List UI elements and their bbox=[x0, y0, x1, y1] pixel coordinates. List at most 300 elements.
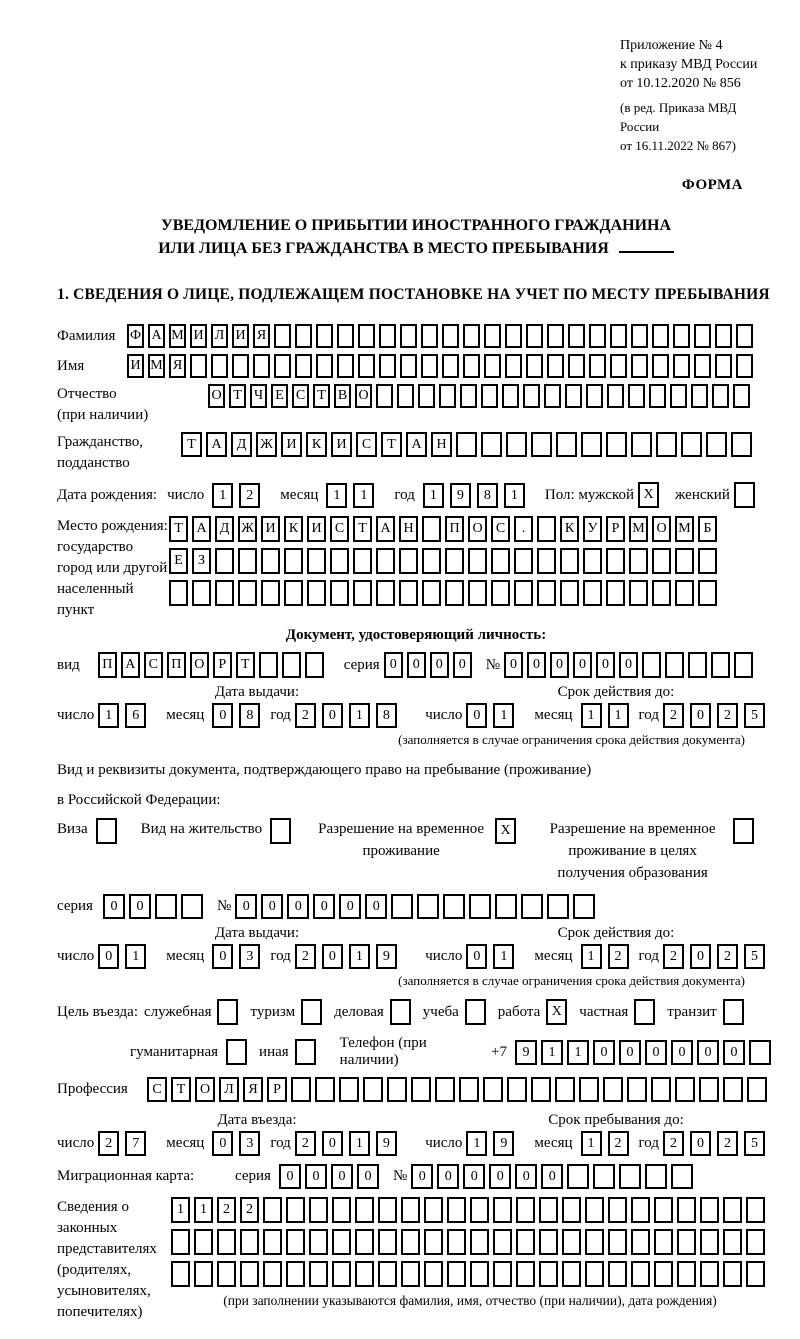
char-cell[interactable]: 0 bbox=[212, 703, 233, 728]
char-cell[interactable] bbox=[353, 548, 372, 574]
char-cell[interactable]: 0 bbox=[279, 1164, 301, 1189]
char-cell[interactable] bbox=[746, 1229, 765, 1255]
char-cell[interactable] bbox=[379, 354, 396, 378]
char-cell[interactable]: Е bbox=[169, 548, 188, 574]
char-cell[interactable] bbox=[610, 354, 627, 378]
char-cell[interactable] bbox=[537, 516, 556, 542]
char-cell[interactable] bbox=[711, 652, 730, 678]
char-cell[interactable] bbox=[493, 1197, 512, 1223]
char-cell[interactable] bbox=[715, 324, 732, 348]
char-cell[interactable] bbox=[628, 384, 645, 408]
char-cell[interactable] bbox=[291, 1077, 311, 1102]
char-cell[interactable] bbox=[400, 324, 417, 348]
char-cell[interactable]: 9 bbox=[450, 483, 471, 508]
char-cell[interactable] bbox=[715, 354, 732, 378]
char-cell[interactable] bbox=[286, 1197, 305, 1223]
char-cell[interactable] bbox=[422, 580, 441, 606]
char-cell[interactable] bbox=[531, 432, 552, 457]
char-cell[interactable] bbox=[422, 516, 441, 542]
char-cell[interactable] bbox=[627, 1077, 647, 1102]
char-cell[interactable] bbox=[417, 894, 439, 919]
char-cell[interactable]: 0 bbox=[645, 1040, 667, 1065]
char-cell[interactable] bbox=[307, 548, 326, 574]
char-cell[interactable]: М bbox=[148, 354, 165, 378]
char-cell[interactable] bbox=[581, 432, 602, 457]
char-cell[interactable]: 2 bbox=[608, 944, 629, 969]
char-cell[interactable] bbox=[459, 1077, 479, 1102]
char-cell[interactable] bbox=[526, 354, 543, 378]
char-cell[interactable]: А bbox=[376, 516, 395, 542]
char-cell[interactable] bbox=[376, 580, 395, 606]
char-cell[interactable] bbox=[568, 324, 585, 348]
char-cell[interactable]: Ж bbox=[256, 432, 277, 457]
char-cell[interactable]: З bbox=[192, 548, 211, 574]
char-cell[interactable] bbox=[391, 894, 413, 919]
char-cell[interactable] bbox=[259, 652, 278, 678]
char-cell[interactable]: 1 bbox=[608, 703, 629, 728]
char-cell[interactable]: О bbox=[190, 652, 209, 678]
char-cell[interactable] bbox=[358, 324, 375, 348]
char-cell[interactable] bbox=[261, 548, 280, 574]
char-cell[interactable] bbox=[585, 1229, 604, 1255]
char-cell[interactable]: 3 bbox=[239, 1131, 260, 1156]
char-cell[interactable] bbox=[537, 548, 556, 574]
char-cell[interactable]: Ч bbox=[250, 384, 267, 408]
char-cell[interactable] bbox=[606, 432, 627, 457]
char-cell[interactable]: Е bbox=[271, 384, 288, 408]
char-cell[interactable]: И bbox=[127, 354, 144, 378]
char-cell[interactable]: 1 bbox=[567, 1040, 589, 1065]
char-cell[interactable]: С bbox=[356, 432, 377, 457]
char-cell[interactable] bbox=[665, 652, 684, 678]
char-cell[interactable] bbox=[562, 1261, 581, 1287]
char-cell[interactable] bbox=[332, 1197, 351, 1223]
char-cell[interactable]: 0 bbox=[593, 1040, 615, 1065]
char-cell[interactable]: 1 bbox=[212, 483, 233, 508]
sex-female-cell[interactable] bbox=[734, 482, 755, 508]
char-cell[interactable] bbox=[470, 1261, 489, 1287]
char-cell[interactable] bbox=[652, 354, 669, 378]
char-cell[interactable]: И bbox=[307, 516, 326, 542]
char-cell[interactable]: 1 bbox=[581, 703, 602, 728]
char-cell[interactable] bbox=[481, 432, 502, 457]
char-cell[interactable]: 1 bbox=[194, 1197, 213, 1223]
char-cell[interactable] bbox=[332, 1261, 351, 1287]
char-cell[interactable] bbox=[330, 548, 349, 574]
char-cell[interactable]: 0 bbox=[437, 1164, 459, 1189]
temp-permit-edu-cell[interactable] bbox=[733, 818, 754, 844]
char-cell[interactable]: 1 bbox=[349, 944, 370, 969]
char-cell[interactable] bbox=[401, 1229, 420, 1255]
char-cell[interactable] bbox=[435, 1077, 455, 1102]
char-cell[interactable] bbox=[677, 1261, 696, 1287]
char-cell[interactable]: В bbox=[334, 384, 351, 408]
char-cell[interactable]: 0 bbox=[322, 703, 343, 728]
char-cell[interactable] bbox=[694, 324, 711, 348]
char-cell[interactable] bbox=[470, 1229, 489, 1255]
char-cell[interactable] bbox=[337, 324, 354, 348]
char-cell[interactable]: С bbox=[491, 516, 510, 542]
char-cell[interactable] bbox=[746, 1261, 765, 1287]
char-cell[interactable] bbox=[688, 652, 707, 678]
char-cell[interactable] bbox=[547, 354, 564, 378]
char-cell[interactable] bbox=[379, 324, 396, 348]
char-cell[interactable] bbox=[424, 1229, 443, 1255]
char-cell[interactable] bbox=[215, 580, 234, 606]
char-cell[interactable] bbox=[469, 894, 491, 919]
char-cell[interactable]: Л bbox=[211, 324, 228, 348]
char-cell[interactable]: 0 bbox=[98, 944, 119, 969]
char-cell[interactable] bbox=[700, 1197, 719, 1223]
char-cell[interactable]: Б bbox=[698, 516, 717, 542]
char-cell[interactable]: У bbox=[583, 516, 602, 542]
char-cell[interactable]: 1 bbox=[493, 703, 514, 728]
char-cell[interactable] bbox=[418, 384, 435, 408]
char-cell[interactable] bbox=[460, 384, 477, 408]
char-cell[interactable]: 1 bbox=[493, 944, 514, 969]
char-cell[interactable]: 0 bbox=[671, 1040, 693, 1065]
char-cell[interactable]: Ж bbox=[238, 516, 257, 542]
char-cell[interactable]: 1 bbox=[581, 1131, 602, 1156]
char-cell[interactable] bbox=[481, 384, 498, 408]
char-cell[interactable] bbox=[468, 548, 487, 574]
sex-male-cell[interactable]: X bbox=[638, 482, 659, 508]
char-cell[interactable] bbox=[583, 548, 602, 574]
char-cell[interactable]: Р bbox=[213, 652, 232, 678]
char-cell[interactable]: 0 bbox=[690, 944, 711, 969]
char-cell[interactable]: 0 bbox=[573, 652, 592, 678]
char-cell[interactable] bbox=[337, 354, 354, 378]
char-cell[interactable]: 0 bbox=[322, 1131, 343, 1156]
purpose-transit-cell[interactable] bbox=[723, 999, 744, 1025]
char-cell[interactable]: О bbox=[195, 1077, 215, 1102]
char-cell[interactable] bbox=[355, 1261, 374, 1287]
char-cell[interactable] bbox=[736, 324, 753, 348]
char-cell[interactable]: Т bbox=[229, 384, 246, 408]
char-cell[interactable]: 2 bbox=[663, 1131, 684, 1156]
char-cell[interactable] bbox=[399, 548, 418, 574]
char-cell[interactable] bbox=[656, 432, 677, 457]
char-cell[interactable]: Я bbox=[253, 324, 270, 348]
char-cell[interactable] bbox=[712, 384, 729, 408]
char-cell[interactable]: 0 bbox=[407, 652, 426, 678]
char-cell[interactable]: С bbox=[144, 652, 163, 678]
purpose-work-cell[interactable]: X bbox=[546, 999, 567, 1025]
char-cell[interactable] bbox=[556, 432, 577, 457]
char-cell[interactable] bbox=[155, 894, 177, 919]
char-cell[interactable]: 0 bbox=[619, 1040, 641, 1065]
purpose-private-cell[interactable] bbox=[634, 999, 655, 1025]
char-cell[interactable] bbox=[671, 1164, 693, 1189]
char-cell[interactable] bbox=[677, 1229, 696, 1255]
char-cell[interactable] bbox=[539, 1261, 558, 1287]
char-cell[interactable] bbox=[589, 354, 606, 378]
char-cell[interactable]: 0 bbox=[619, 652, 638, 678]
char-cell[interactable] bbox=[585, 1197, 604, 1223]
char-cell[interactable] bbox=[401, 1197, 420, 1223]
char-cell[interactable] bbox=[706, 432, 727, 457]
char-cell[interactable]: А bbox=[192, 516, 211, 542]
char-cell[interactable] bbox=[586, 384, 603, 408]
char-cell[interactable]: 0 bbox=[690, 703, 711, 728]
char-cell[interactable] bbox=[723, 1077, 743, 1102]
char-cell[interactable] bbox=[307, 580, 326, 606]
char-cell[interactable] bbox=[568, 354, 585, 378]
char-cell[interactable]: 1 bbox=[504, 483, 525, 508]
char-cell[interactable] bbox=[286, 1229, 305, 1255]
char-cell[interactable]: Т bbox=[236, 652, 255, 678]
char-cell[interactable]: П bbox=[98, 652, 117, 678]
char-cell[interactable] bbox=[544, 384, 561, 408]
char-cell[interactable]: 2 bbox=[717, 944, 738, 969]
char-cell[interactable] bbox=[378, 1229, 397, 1255]
char-cell[interactable] bbox=[400, 354, 417, 378]
char-cell[interactable] bbox=[316, 354, 333, 378]
char-cell[interactable]: 2 bbox=[663, 703, 684, 728]
char-cell[interactable]: 0 bbox=[287, 894, 309, 919]
char-cell[interactable] bbox=[539, 1229, 558, 1255]
char-cell[interactable] bbox=[700, 1261, 719, 1287]
char-cell[interactable]: 1 bbox=[466, 1131, 487, 1156]
char-cell[interactable] bbox=[315, 1077, 335, 1102]
char-cell[interactable] bbox=[514, 548, 533, 574]
char-cell[interactable] bbox=[284, 580, 303, 606]
char-cell[interactable] bbox=[171, 1261, 190, 1287]
char-cell[interactable]: Р bbox=[267, 1077, 287, 1102]
char-cell[interactable]: 2 bbox=[663, 944, 684, 969]
char-cell[interactable] bbox=[531, 1077, 551, 1102]
char-cell[interactable]: 0 bbox=[463, 1164, 485, 1189]
char-cell[interactable]: И bbox=[281, 432, 302, 457]
char-cell[interactable] bbox=[411, 1077, 431, 1102]
char-cell[interactable] bbox=[560, 580, 579, 606]
char-cell[interactable]: 0 bbox=[384, 652, 403, 678]
char-cell[interactable] bbox=[421, 324, 438, 348]
char-cell[interactable] bbox=[649, 384, 666, 408]
char-cell[interactable] bbox=[673, 324, 690, 348]
purpose-study-cell[interactable] bbox=[465, 999, 486, 1025]
char-cell[interactable] bbox=[631, 1229, 650, 1255]
char-cell[interactable] bbox=[629, 548, 648, 574]
purpose-other-cell[interactable] bbox=[295, 1039, 316, 1065]
char-cell[interactable] bbox=[629, 580, 648, 606]
char-cell[interactable]: 0 bbox=[129, 894, 151, 919]
char-cell[interactable] bbox=[232, 354, 249, 378]
char-cell[interactable]: 2 bbox=[295, 944, 316, 969]
char-cell[interactable] bbox=[562, 1229, 581, 1255]
char-cell[interactable]: И bbox=[261, 516, 280, 542]
char-cell[interactable] bbox=[567, 1164, 589, 1189]
char-cell[interactable]: 1 bbox=[541, 1040, 563, 1065]
char-cell[interactable] bbox=[560, 548, 579, 574]
char-cell[interactable] bbox=[736, 354, 753, 378]
char-cell[interactable] bbox=[698, 548, 717, 574]
char-cell[interactable] bbox=[749, 1040, 771, 1065]
char-cell[interactable]: Н bbox=[399, 516, 418, 542]
char-cell[interactable] bbox=[675, 1077, 695, 1102]
char-cell[interactable] bbox=[523, 384, 540, 408]
char-cell[interactable] bbox=[470, 1197, 489, 1223]
char-cell[interactable] bbox=[654, 1261, 673, 1287]
char-cell[interactable]: 0 bbox=[331, 1164, 353, 1189]
char-cell[interactable] bbox=[505, 354, 522, 378]
char-cell[interactable]: Т bbox=[353, 516, 372, 542]
char-cell[interactable]: К bbox=[560, 516, 579, 542]
char-cell[interactable]: 0 bbox=[690, 1131, 711, 1156]
char-cell[interactable]: П bbox=[445, 516, 464, 542]
char-cell[interactable] bbox=[240, 1229, 259, 1255]
char-cell[interactable]: Т bbox=[313, 384, 330, 408]
char-cell[interactable] bbox=[484, 354, 501, 378]
char-cell[interactable]: 0 bbox=[103, 894, 125, 919]
char-cell[interactable]: 3 bbox=[239, 944, 260, 969]
purpose-official-cell[interactable] bbox=[217, 999, 238, 1025]
char-cell[interactable] bbox=[376, 548, 395, 574]
char-cell[interactable] bbox=[353, 580, 372, 606]
char-cell[interactable] bbox=[583, 580, 602, 606]
char-cell[interactable] bbox=[495, 894, 517, 919]
char-cell[interactable] bbox=[555, 1077, 575, 1102]
char-cell[interactable]: Т bbox=[181, 432, 202, 457]
char-cell[interactable]: Т bbox=[171, 1077, 191, 1102]
temp-permit-cell[interactable]: X bbox=[495, 818, 516, 844]
char-cell[interactable] bbox=[573, 894, 595, 919]
char-cell[interactable] bbox=[397, 384, 414, 408]
char-cell[interactable] bbox=[603, 1077, 623, 1102]
char-cell[interactable]: О bbox=[355, 384, 372, 408]
char-cell[interactable] bbox=[445, 580, 464, 606]
char-cell[interactable]: . bbox=[514, 516, 533, 542]
char-cell[interactable]: 8 bbox=[239, 703, 260, 728]
char-cell[interactable] bbox=[699, 1077, 719, 1102]
char-cell[interactable] bbox=[217, 1261, 236, 1287]
char-cell[interactable] bbox=[734, 652, 753, 678]
char-cell[interactable] bbox=[675, 548, 694, 574]
char-cell[interactable] bbox=[217, 1229, 236, 1255]
char-cell[interactable]: О bbox=[208, 384, 225, 408]
char-cell[interactable]: 1 bbox=[98, 703, 119, 728]
char-cell[interactable] bbox=[171, 1229, 190, 1255]
char-cell[interactable] bbox=[330, 580, 349, 606]
char-cell[interactable]: 0 bbox=[515, 1164, 537, 1189]
char-cell[interactable]: 1 bbox=[326, 483, 347, 508]
char-cell[interactable]: С bbox=[147, 1077, 167, 1102]
char-cell[interactable] bbox=[295, 354, 312, 378]
char-cell[interactable] bbox=[608, 1261, 627, 1287]
char-cell[interactable] bbox=[589, 324, 606, 348]
char-cell[interactable] bbox=[723, 1229, 742, 1255]
char-cell[interactable] bbox=[387, 1077, 407, 1102]
char-cell[interactable]: 0 bbox=[541, 1164, 563, 1189]
char-cell[interactable]: 0 bbox=[596, 652, 615, 678]
char-cell[interactable] bbox=[547, 324, 564, 348]
char-cell[interactable]: 2 bbox=[239, 483, 260, 508]
char-cell[interactable] bbox=[443, 894, 465, 919]
char-cell[interactable]: 0 bbox=[235, 894, 257, 919]
char-cell[interactable] bbox=[537, 580, 556, 606]
char-cell[interactable]: Т bbox=[381, 432, 402, 457]
char-cell[interactable] bbox=[652, 580, 671, 606]
char-cell[interactable]: 2 bbox=[217, 1197, 236, 1223]
char-cell[interactable] bbox=[194, 1229, 213, 1255]
char-cell[interactable] bbox=[363, 1077, 383, 1102]
char-cell[interactable]: И bbox=[331, 432, 352, 457]
char-cell[interactable]: С bbox=[330, 516, 349, 542]
char-cell[interactable] bbox=[422, 548, 441, 574]
char-cell[interactable]: Ф bbox=[127, 324, 144, 348]
char-cell[interactable] bbox=[606, 580, 625, 606]
char-cell[interactable] bbox=[284, 548, 303, 574]
char-cell[interactable] bbox=[399, 580, 418, 606]
char-cell[interactable]: И bbox=[232, 324, 249, 348]
char-cell[interactable] bbox=[731, 432, 752, 457]
char-cell[interactable]: 9 bbox=[376, 1131, 397, 1156]
char-cell[interactable] bbox=[746, 1197, 765, 1223]
char-cell[interactable] bbox=[424, 1197, 443, 1223]
char-cell[interactable]: 0 bbox=[212, 1131, 233, 1156]
char-cell[interactable] bbox=[654, 1197, 673, 1223]
char-cell[interactable]: 1 bbox=[423, 483, 444, 508]
char-cell[interactable]: И bbox=[190, 324, 207, 348]
char-cell[interactable] bbox=[516, 1229, 535, 1255]
char-cell[interactable] bbox=[442, 324, 459, 348]
char-cell[interactable] bbox=[261, 580, 280, 606]
char-cell[interactable] bbox=[376, 384, 393, 408]
char-cell[interactable] bbox=[263, 1229, 282, 1255]
char-cell[interactable]: 0 bbox=[466, 703, 487, 728]
char-cell[interactable]: Д bbox=[215, 516, 234, 542]
char-cell[interactable]: М bbox=[675, 516, 694, 542]
char-cell[interactable]: Д bbox=[231, 432, 252, 457]
char-cell[interactable]: Н bbox=[431, 432, 452, 457]
char-cell[interactable]: 2 bbox=[295, 703, 316, 728]
char-cell[interactable] bbox=[463, 324, 480, 348]
char-cell[interactable] bbox=[506, 432, 527, 457]
char-cell[interactable] bbox=[181, 894, 203, 919]
char-cell[interactable] bbox=[332, 1229, 351, 1255]
char-cell[interactable] bbox=[673, 354, 690, 378]
char-cell[interactable] bbox=[521, 894, 543, 919]
char-cell[interactable]: 1 bbox=[349, 703, 370, 728]
char-cell[interactable] bbox=[491, 580, 510, 606]
char-cell[interactable] bbox=[378, 1197, 397, 1223]
char-cell[interactable]: 9 bbox=[515, 1040, 537, 1065]
char-cell[interactable]: 1 bbox=[349, 1131, 370, 1156]
char-cell[interactable] bbox=[493, 1229, 512, 1255]
char-cell[interactable]: 0 bbox=[305, 1164, 327, 1189]
char-cell[interactable]: 1 bbox=[125, 944, 146, 969]
purpose-humanitarian-cell[interactable] bbox=[226, 1039, 247, 1065]
char-cell[interactable] bbox=[194, 1261, 213, 1287]
residence-permit-cell[interactable] bbox=[270, 818, 291, 844]
char-cell[interactable]: 2 bbox=[295, 1131, 316, 1156]
char-cell[interactable]: А bbox=[148, 324, 165, 348]
char-cell[interactable]: 0 bbox=[339, 894, 361, 919]
char-cell[interactable] bbox=[456, 432, 477, 457]
char-cell[interactable]: Л bbox=[219, 1077, 239, 1102]
char-cell[interactable]: Я bbox=[169, 354, 186, 378]
char-cell[interactable]: С bbox=[292, 384, 309, 408]
visa-cell[interactable] bbox=[96, 818, 117, 844]
char-cell[interactable] bbox=[652, 324, 669, 348]
char-cell[interactable] bbox=[316, 324, 333, 348]
char-cell[interactable] bbox=[579, 1077, 599, 1102]
char-cell[interactable] bbox=[507, 1077, 527, 1102]
char-cell[interactable] bbox=[253, 354, 270, 378]
char-cell[interactable] bbox=[747, 1077, 767, 1102]
char-cell[interactable]: 0 bbox=[504, 652, 523, 678]
char-cell[interactable]: 0 bbox=[357, 1164, 379, 1189]
